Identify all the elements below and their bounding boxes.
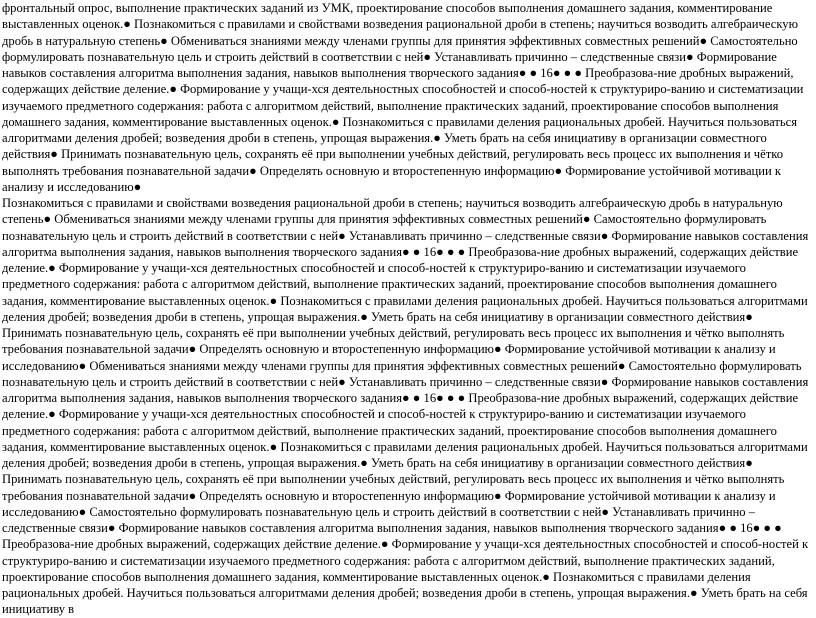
text-paragraph-1: фронтальный опрос, выполнение практических заданий из УМК, проектирование способов выполнения домашнего задания, комментирование выставленных оценок.● Познакомиться с правилами и свойствами возведения рациональной дроби в степень; научиться возводить алгебраическую дробь в натуральную степень● Обмениваться знаниями между членами группы для принятия эффективных совместных решений● Самостоятельно формулировать познавательную цель и строить действий в соответствии с ней● Устанавливать причинно – следственные связи● Формирование навыков составления алгоритма выполнения задания, навыков выполнения творческого задания● ● 16● ● ● Преобразова-ние дробных выражений, содержащих действие деление.● Формирование у учащи-хся деятельностных способностей и способ-ностей к структуриро-ванию и систематизации изучаемого предметного содержания: работа с алгоритмом действий, выполнение практических заданий, проектирование способов выполнения домашнего задания, комментирование выставленных оценок.● Познакомиться с правилами деления рациональных дробей. Научиться пользоваться алгоритмами деления дробей; возведения дроби в степень, упрощая выражения.● Уметь брать на себя инициативу в организации совместного действия● Принимать познавательную цель, сохранять её при выполнении учебных действий, регулировать весь процесс их выполнения и чётко выполнять требования познавательной задачи● Определять основную и второстепенную информацию● Формирование устойчивой мотивации к анализу и исследованию● xyxy=(2,1,804,194)
document-body xyxy=(2,0,812,618)
text-paragraph-2: Познакомиться с правилами и свойствами возведения рациональной дроби в степень; научиться возводить алгебраическую дробь в натуральную степень● Обмениваться знаниями между членами группы для принятия эффективных совместных решений● Самостоятельно формулировать познавательную цель и строить действий в соответствии с ней● Устанавливать причинно – следственные связи● Формирование навыков составления алгоритма выполнения задания, навыков выполнения творческого задания● ● 16● ● ● Преобразова-ние дробных выражений, содержащих действие деление.● Формирование у учащи-хся деятельностных способностей и способ-ностей к структуриро-ванию и систематизации изучаемого предметного содержания: работа с алгоритмом действий, выполнение практических заданий, проектирование способов выполнения домашнего задания, комментирование выставленных оценок.● Познакомиться с правилами деления рациональных дробей. Научиться пользоваться алгоритмами деления дробей; возведения дроби в степень, упрощая выражения.● Уметь брать на себя инициативу в организации совместного действия● Принимать познавательную цель, сохранять её при выполнении учебных действий, регулировать весь процесс их выполнения и чётко выполнять требования познавательной задачи● Определять основную и второстепенную информацию● Формирование устойчивой мотивации к анализу и исследованию● Обмениваться знаниями между членами группы для принятия эффективных совместных решений● Самостоятельно формулировать познавательную цель и строить действий в соответствии с ней● Устанавливать причинно – следственные связи● Формирование навыков составления алгоритма выполнения задания, навыков выполнения творческого задания● ● 16● ● ● Преобразова-ние дробных выражений, содержащих действие деление.● Формирование у учащи-хся деятельностных способностей и способ-ностей к структуриро-ванию и систематизации изучаемого предметного содержания: работа с алгоритмом действий, выполнение практических заданий, проектирование способов выполнения домашнего задания, комментирование выставленных оценок.● Познакомиться с правилами деления рациональных дробей. Научиться пользоваться алгоритмами деления дробей; возведения дроби в степень, упрощая выражения.● Уметь брать на себя инициативу в организации совместного действия● Принимать познавательную цель, сохранять её при выполнении учебных действий, регулировать весь процесс их выполнения и чётко выполнять требования познавательной задачи● Определять основную и второстепенную информацию● Формирование устойчивой мотивации к анализу и исследованию● Самостоятельно формулировать познавательную цель и строить действий в соответствии с ней● Устанавливать причинно – следственные связи● Формирование навыков составления алгоритма выполнения задания, навыков выполнения творческого задания● ● 16● ● ● Преобразова-ние дробных выражений, содержащих действие деление.● Формирование у учащи-хся деятельностных способностей и способ-ностей к структуриро-ванию и систематизации изучаемого предметного содержания: работа с алгоритмом действий, выполнение практических заданий, проектирование способов выполнения домашнего задания, комментирование выставленных оценок.● Познакомиться с правилами деления рациональных дробей. Научиться пользоваться алгоритмами деления дробей; возведения дроби в степень, упрощая выражения.● Уметь брать на себя инициативу в xyxy=(2,196,809,617)
